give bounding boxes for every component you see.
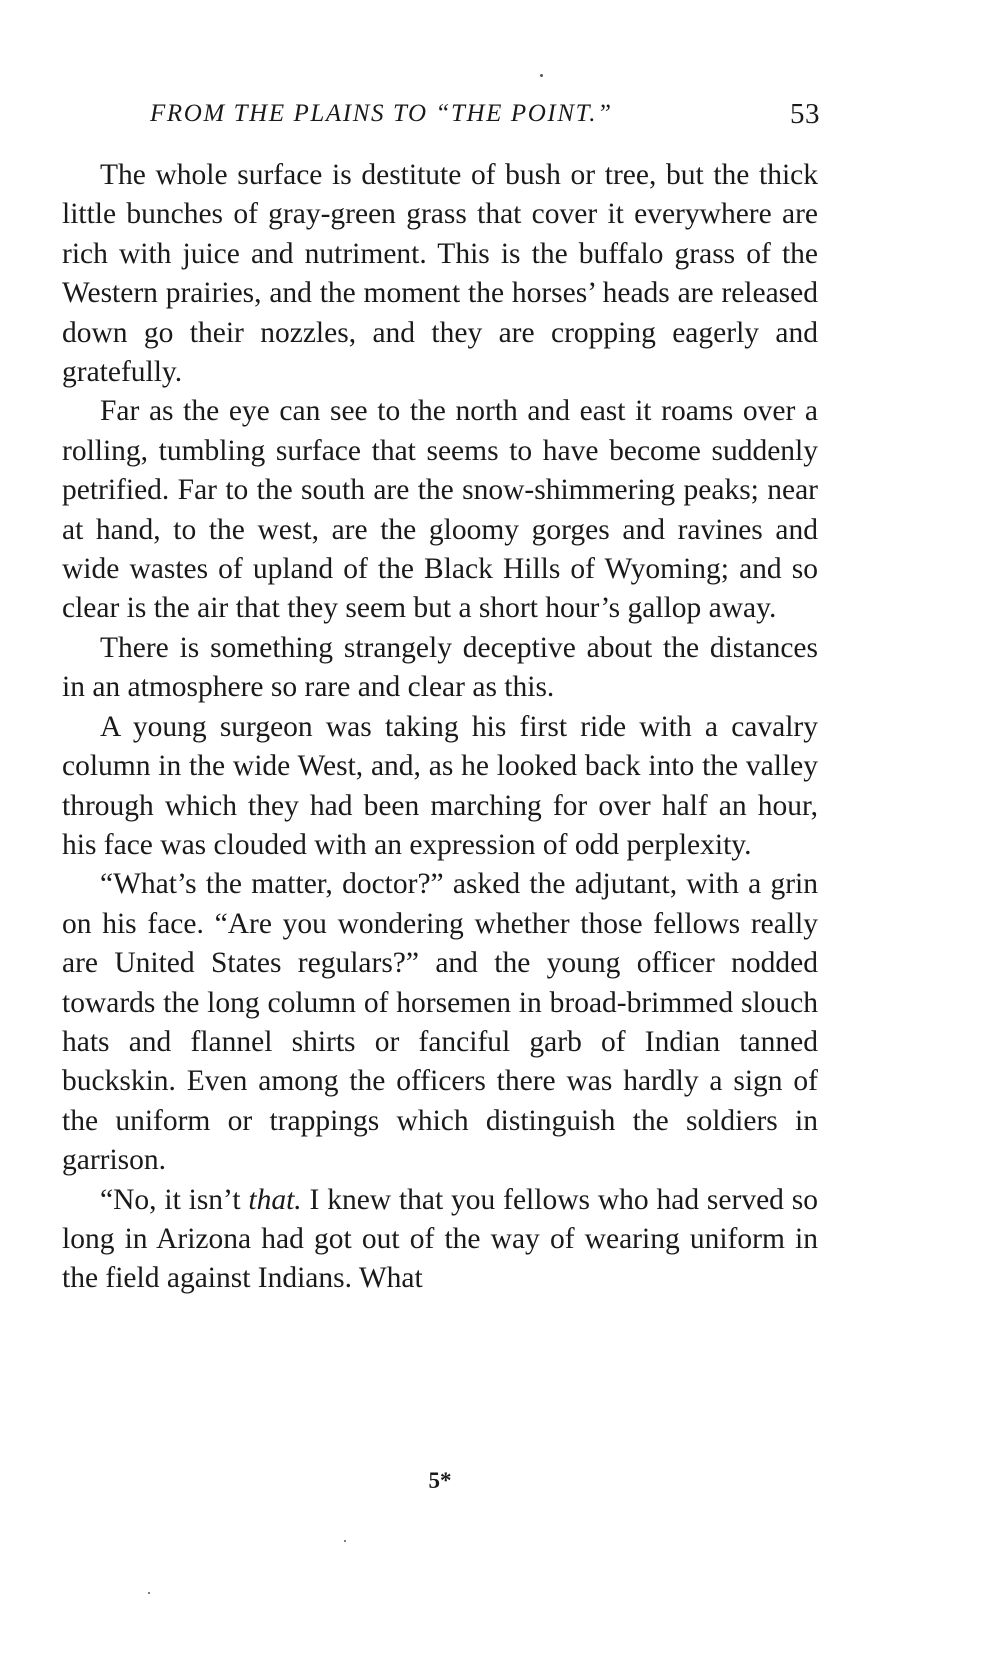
paragraph: [62, 629, 818, 708]
paragraph: [62, 865, 818, 1180]
paragraph-text-after: I knew that you fellows who had served so long in Arizona had got out of the way of wearing uniform in the field against Indians. What: [62, 1183, 819, 1295]
paragraph: [62, 156, 818, 392]
paragraph-text: The whole surface is destitute of bush or tree, but the thick little bunches of gray-green grass that cover it everywhere are rich with juice and nutriment. This is the buffalo grass of the Western prairies, and the moment the horses’ heads are released down go their nozzles, and they are cropping eagerly and gratefully.: [62, 159, 818, 389]
paragraph: [62, 1181, 818, 1299]
ink-speck: [344, 1540, 346, 1542]
paragraph: [62, 708, 818, 866]
paragraph-text: “What’s the matter, doctor?” asked the adjutant, with a grin on his face. “Are you wondering whether those fellows really are United States regulars?” and the young officer nodded towards the long column of horsemen in broad-brimmed slouch hats and flannel shirts or fanciful garb of Indian tanned buckskin. Even among the officers there was hardly a sign of the uniform or trappings which distinguish the soldiers in garrison.: [62, 868, 818, 1177]
running-title: FROM THE PLAINS TO “THE POINT.”: [150, 100, 613, 127]
page-number: 53: [790, 98, 820, 130]
ink-speck: [540, 74, 543, 77]
ink-speck: [148, 1592, 150, 1594]
body-text: [62, 156, 818, 1299]
paragraph-text-before: “No, it isn’t: [100, 1183, 249, 1216]
paragraph-text: Far as the eye can see to the north and east it roams over a rolling, tumbling surface that seems to have become suddenly petrified. Far to the south are the snow-shimmering peaks; near at hand, to the west, are the gloomy gorges and ravines and wide wastes of upland of the Black Hills of Wyoming; and so clear is the air that they seem but a short hour’s gallop away.: [62, 395, 818, 625]
paragraph-emphasis: that.: [248, 1183, 302, 1216]
paragraph-text: A young surgeon was taking his first ride with a cavalry column in the wide West, and, as he looked back into the valley through which they had been marching for over half an hour, his face was clouded with an expression of odd perplexity.: [62, 710, 818, 861]
running-head: [150, 98, 820, 138]
signature-mark: 5*: [428, 1468, 452, 1493]
paragraph-text: There is something strangely deceptive about the distances in an atmosphere so rare and clear as this.: [62, 631, 818, 704]
signature-mark-container: [0, 1468, 1000, 1494]
paragraph: [62, 392, 818, 628]
